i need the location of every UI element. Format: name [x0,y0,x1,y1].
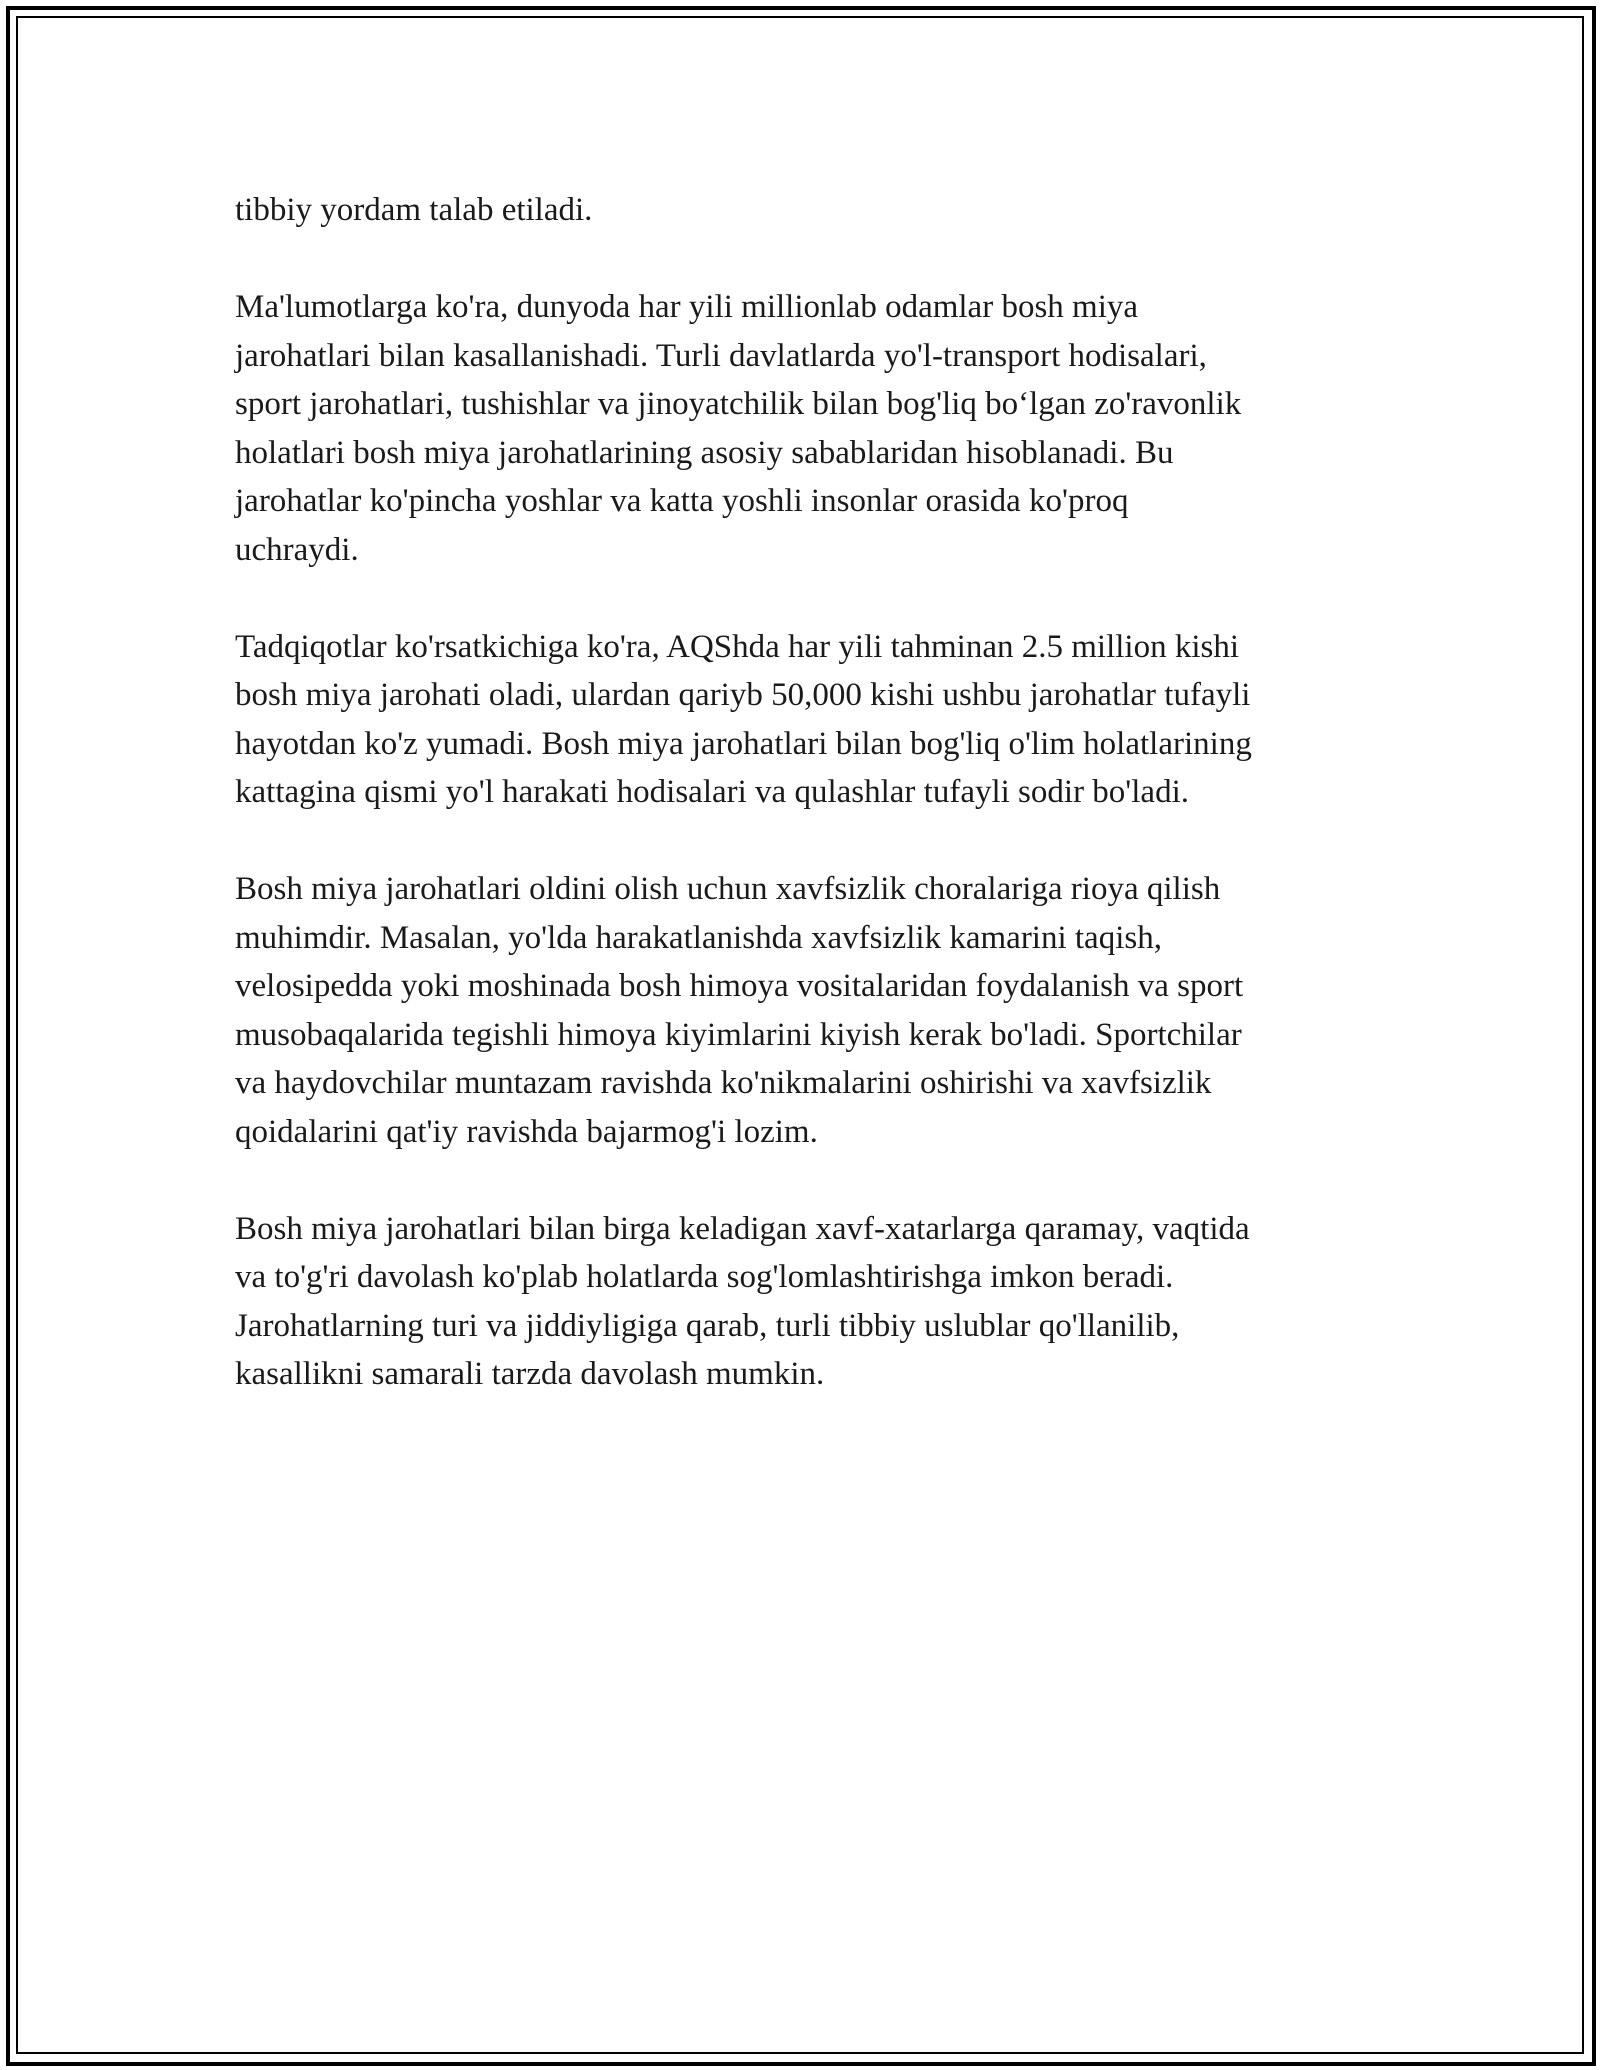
paragraph-3: Tadqiqotlar ko'rsatkichiga ko'ra, AQShda har yili tahminan 2.5 million kishi bosh miya jarohati oladi, ulardan qariyb 50,000 kishi ushbu jarohatlar tufayli hayotdan ko'z yumadi. Bosh miya jarohatlari bilan bog'liq o'lim holatlarining kattagina qismi yo'l harakati hodisalari va qulashlar tufayli sodir bo'ladi. [235,628,1252,810]
paragraph-5: Bosh miya jarohatlari bilan birga keladigan xavf-xatarlarga qaramay, vaqtida va to'g'ri davolash ko'plab holatlarda sog'lomlashtirishga imkon beradi. Jarohatlarning turi va jiddiyligiga qarab, turli tibbiy uslublar qo'llanilib, kasallikni samarali tarzda davolash mumkin. [235,1210,1250,1392]
document-body [235,186,1385,1447]
paragraph-4: Bosh miya jarohatlari oldini olish uchun xavfsizlik choralariga rioya qilish muhimdir. Masalan, yo'lda harakatlanishda xavfsizlik kamarini taqish, velosipedda yoki moshinada bosh himoya vositalaridan foydalanish va sport musobaqalarida tegishli himoya kiyimlarini kiyish kerak bo'ladi. Sportchilar va haydovchilar muntazam ravishda ko'nikmalarini oshirishi va xavfsizlik qoidalarini qat'iy ravishda bajarmog'i lozim. [235,871,1244,1150]
paragraph-1: tibbiy yordam talab etiladi. [235,192,593,228]
paragraph-2: Ma'lumotlarga ko'ra, dunyoda har yili millionlab odamlar bosh miya jarohatlari bilan kasallanishadi. Turli davlatlarda yo'l-transport hodisalari, sport jarohatlari, tushishlar va jinoyatchilik bilan bog'liq bo‘lgan zo'ravonlik holatlari bosh miya jarohatlarining asosiy sabablaridan hisoblanadi. Bu jarohatlar ko'pincha yoshlar va katta yoshli insonlar orasida ko'proq uchraydi. [235,289,1242,568]
